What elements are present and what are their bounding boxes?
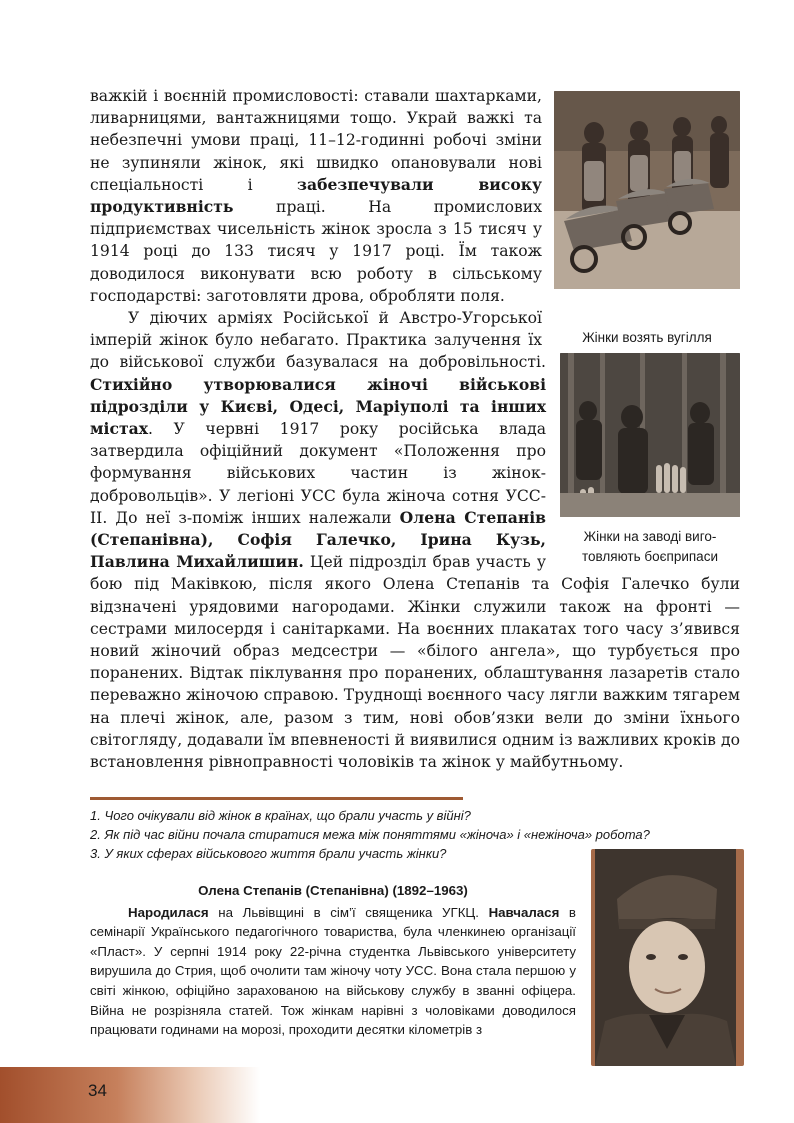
biography-box	[90, 881, 576, 1040]
portrait-illustration	[595, 849, 736, 1066]
munitions-factory-photo	[560, 353, 740, 517]
portrait-frame	[591, 849, 744, 1066]
page-number: 34	[88, 1081, 107, 1100]
biography-title: Олена Степанів (Степанівна) (1892–1963)	[198, 883, 468, 898]
photo-caption: Жінки возять вугілля	[582, 330, 712, 346]
section-divider	[90, 797, 463, 800]
photo-caption: Жінки на заводі виго-товляють боєприпаси	[582, 529, 718, 565]
question-item: 3. У яких сферах військового життя брали участь жінки?	[90, 846, 447, 861]
paragraph-industry: важкій і воєнній промисловості: ставали шахтарками, ливарницями, вантажницями тощо. Украй важкі та небезпечні умови праці, 11–12-годинні робочі зміни не зупиняли жінок, які швидко опановували нові спеціальності і забезпечували високу продуктивність праці. На промислових підприємствах чисельність жінок зросла з 15 тисяч у 1914 році до 133 тисяч у 1917 році. Їм також доводилося виконувати всю роботу в сільському господарстві: заготовляти дрова, обробляти поля.	[90, 87, 543, 305]
question-item: 2. Як під час війни почала стиратися межа між поняттями «жіноча» і «нежіноча» робота?	[90, 827, 650, 842]
olena-stepaniv-portrait	[595, 849, 736, 1066]
women-hauling-coal-illustration	[554, 91, 740, 289]
footer-band	[0, 1067, 260, 1123]
paragraph-army: У діючих арміях Російської й Австро-Угорської імперій жінок було небагато. Практика залучення їх до військової служби базувалася на добровільності. Стихійно утворювалися жіночі військові підрозділи у Києві, Одесі, Маріуполі та інших містах. У червні 1917 року російська влада затвердила офіційний документ «Положення про формування військових частин із жінок-добровольців». У легіоні УСС була жіноча сотня УСС-II. До неї з-поміж інших належали Олена Степанів (Степанівна), Софія Галечко, Ірина Кузь, Павлина Михайлишин. Цей підрозділ брав участь у бою під Маківкою, після якого Олена Степанів та Софія Галечко були відзначені урядовими нагородами. Жінки служили також на фронті — сестрами милосердя і санітарками. На воєнних плакатах того часу з’явився новий жіночий образ медсестри — «білого ангела», що турбується про поранених. Відтак піклування про поранених, облаштування лазаретів стало переважно жіночою справою. Труднощі воєнного часу лягли важким тягарем на плечі жінок, але, разом з тим, нові обов’язки вели до зміни їхнього світогляду, додавали їм впевненості й виявилися одним із важливих кроків до встановлення рівноправності чоловіків та жінок у майбутньому.	[90, 309, 740, 772]
women-hauling-coal-photo	[554, 91, 740, 289]
munitions-factory-illustration	[560, 353, 740, 517]
main-article	[90, 85, 740, 773]
biography-text: Народилася на Львівщині в сім’ї священика УГКЦ. Навчалася в семінарії Українського педагогічного товариства, була членкинею організації «Пласт». У серпні 1914 року 22-річна студентка Львівського університету вирушила до Стрия, щоб очолити там жіночу чоту УСС. Вона стала першою у світі жінкою, офіційно зарахованою на військову службу в званні офіцера. Війна не розрізняла статей. Тож жінкам нарівні з чоловіками доводилося працювати годинами на морозі, проходити десятки кілометрів з	[90, 904, 576, 1038]
question-item: 1. Чого очікували від жінок в країнах, що брали участь у війні?	[90, 808, 471, 823]
